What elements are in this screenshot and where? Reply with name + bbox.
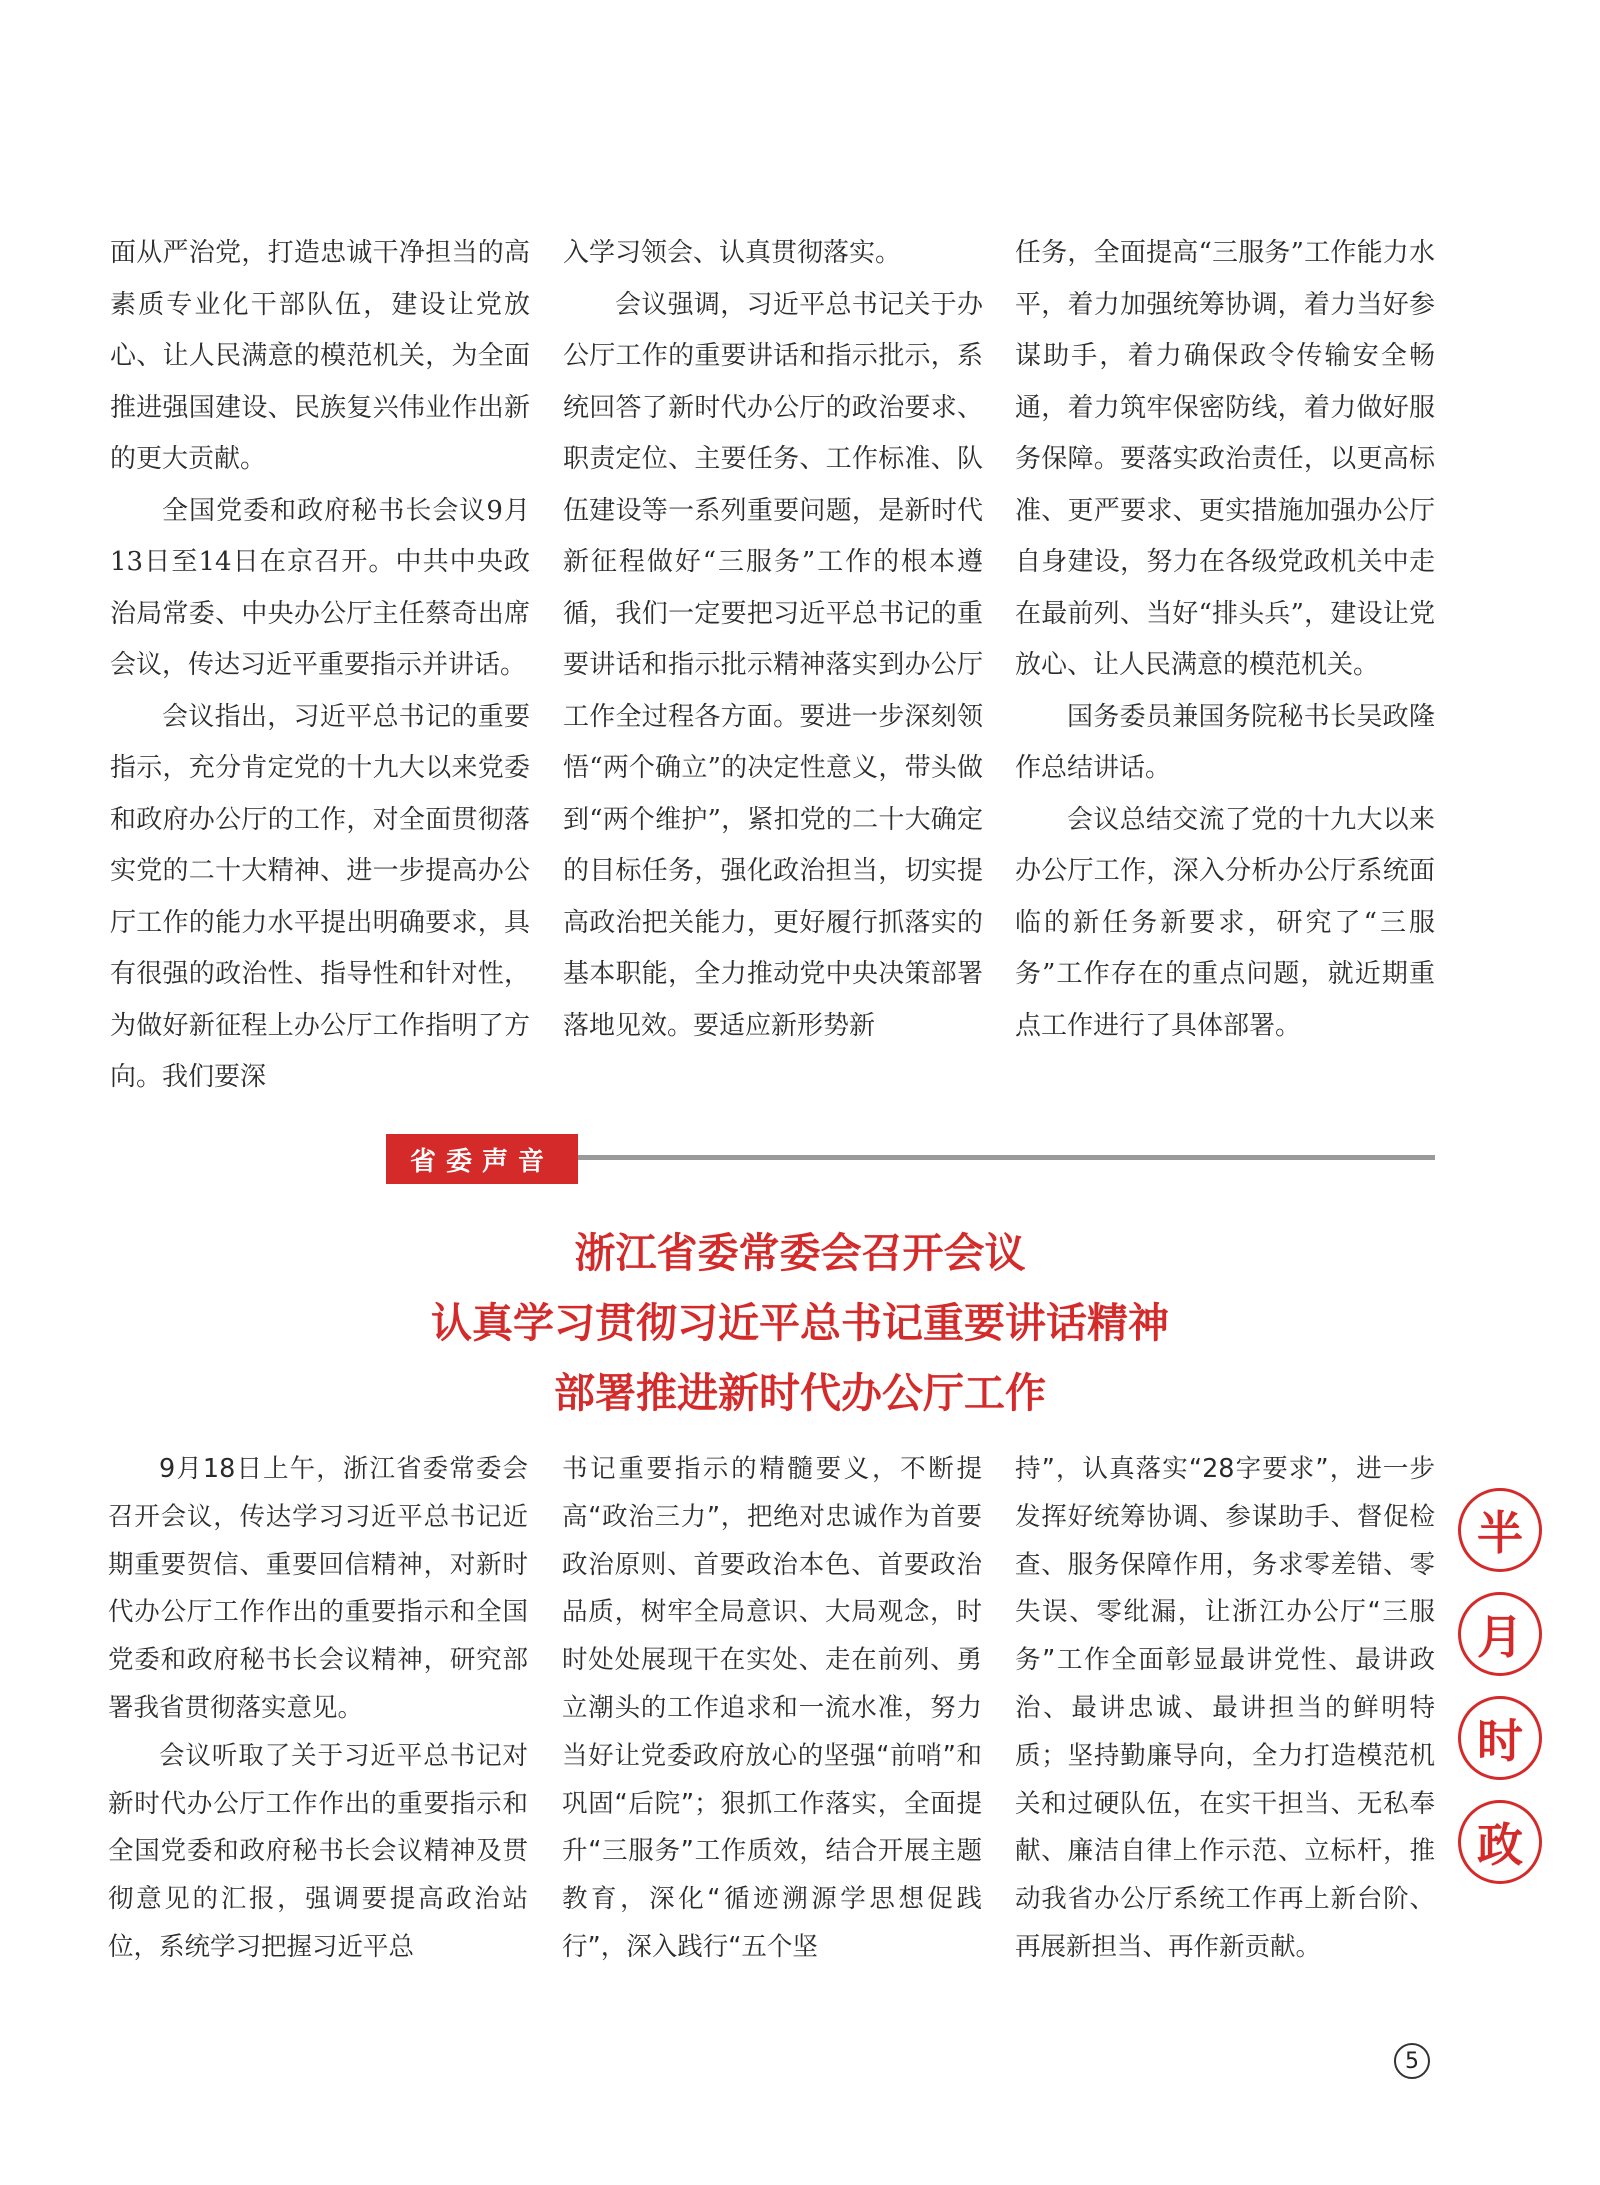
top-column-1	[110, 228, 530, 1104]
paragraph: 会议听取了关于习近平总书记对新时代办公厅工作作出的重要指示和全国党委和政府秘书长会议精神及贯彻意见的汇报，强调要提高政治站位，系统学习把握习近平总	[108, 1740, 528, 1962]
paragraph: 会议指出，习近平总书记的重要指示，充分肯定党的十九大以来党委和政府办公厅的工作，对全面贯彻落实党的二十大精神、进一步提高办公厅工作的能力水平提出明确要求，具有很强的政治性、指导性和针对性，为做好新征程上办公厅工作指明了方向。我们要深	[110, 701, 530, 1092]
section-divider	[575, 1155, 1435, 1160]
bottom-column-2	[562, 1446, 982, 1972]
headline-line: 认真学习贯彻习近平总书记重要讲话精神	[431, 1299, 1169, 1347]
headline-line: 部署推进新时代办公厅工作	[554, 1369, 1046, 1417]
side-tag-char: 月	[1458, 1592, 1542, 1676]
paragraph: 全国党委和政府秘书长会议9月13日至14日在京召开。中共中央政治局常委、中央办公厅主任蔡奇出席会议，传达习近平重要指示并讲话。	[110, 495, 530, 680]
paragraph: 会议强调，习近平总书记关于办公厅工作的重要讲话和指示批示，系统回答了新时代办公厅的政治要求、职责定位、主要任务、工作标准、队伍建设等一系列重要问题，是新时代新征程做好“三服务”工作的根本遵循，我们一定要把习近平总书记的重要讲话和指示批示精神落实到办公厅工作全过程各方面。要进一步深刻领悟“两个确立”的决定性意义，带头做到“两个维护”，紧扣党的二十大确定的目标任务，强化政治担当，切实提高政治把关能力，更好履行抓落实的基本职能，全力推动党中央决策部署落地见效。要适应新形势新	[563, 289, 983, 1041]
side-tag-char: 政	[1458, 1800, 1542, 1884]
side-tag-char: 半	[1458, 1488, 1542, 1572]
section-label: 省委声音	[386, 1134, 578, 1184]
side-tag-char: 时	[1458, 1696, 1542, 1780]
paragraph: 书记重要指示的精髓要义，不断提高“政治三力”，把绝对忠诚作为首要政治原则、首要政治本色、首要政治品质，树牢全局意识、大局观念，时时处处展现干在实处、走在前列、勇立潮头的工作追求和一流水准，努力当好让党委政府放心的坚强“前哨”和巩固“后院”；狠抓工作落实，全面提升“三服务”工作质效，结合开展主题教育，深化“循迹溯源学思想促践行”，深入践行“五个坚	[562, 1454, 982, 1962]
paragraph: 面从严治党，打造忠诚干净担当的高素质专业化干部队伍，建设让党放心、让人民满意的模范机关，为全面推进强国建设、民族复兴伟业作出新的更大贡献。	[110, 238, 530, 474]
headline-line: 浙江省委常委会召开会议	[574, 1229, 1026, 1277]
article-headline	[200, 1218, 1400, 1428]
top-column-3	[1015, 228, 1435, 1052]
bottom-column-1	[108, 1446, 528, 1972]
paragraph: 任务，全面提高“三服务”工作能力水平，着力加强统筹协调，着力当好参谋助手，着力确保政令传输安全畅通，着力筑牢保密防线，着力做好服务保障。要落实政治责任，以更高标准、更严要求、更实措施加强办公厅自身建设，努力在各级党政机关中走在最前列、当好“排头兵”，建设让党放心、让人民满意的模范机关。	[1015, 238, 1435, 680]
paragraph: 9月18日上午，浙江省委常委会召开会议，传达学习习近平总书记近期重要贺信、重要回信精神，对新时代办公厅工作作出的重要指示和全国党委和政府秘书长会议精神，研究部署我省贯彻落实意见。	[108, 1454, 528, 1723]
page-number: 5	[1394, 2043, 1430, 2079]
paragraph: 会议总结交流了党的十九大以来办公厅工作，深入分析办公厅系统面临的新任务新要求，研究了“三服务”工作存在的重点问题，就近期重点工作进行了具体部署。	[1015, 804, 1435, 1041]
paragraph: 国务委员兼国务院秘书长吴政隆作总结讲话。	[1015, 701, 1435, 783]
paragraph: 入学习领会、认真贯彻落实。	[563, 238, 902, 268]
top-column-2	[563, 228, 983, 1052]
bottom-column-3	[1015, 1446, 1435, 1972]
paragraph: 持”，认真落实“28字要求”，进一步发挥好统筹协调、参谋助手、督促检查、服务保障作用，务求零差错、零失误、零纰漏，让浙江办公厅“三服务”工作全面彰显最讲党性、最讲政治、最讲忠诚、最讲担当的鲜明特质；坚持勤廉导向，全力打造模范机关和过硬队伍，在实干担当、无私奉献、廉洁自律上作示范、立标杆，推动我省办公厅系统工作再上新台阶、再展新担当、再作新贡献。	[1015, 1454, 1435, 1962]
